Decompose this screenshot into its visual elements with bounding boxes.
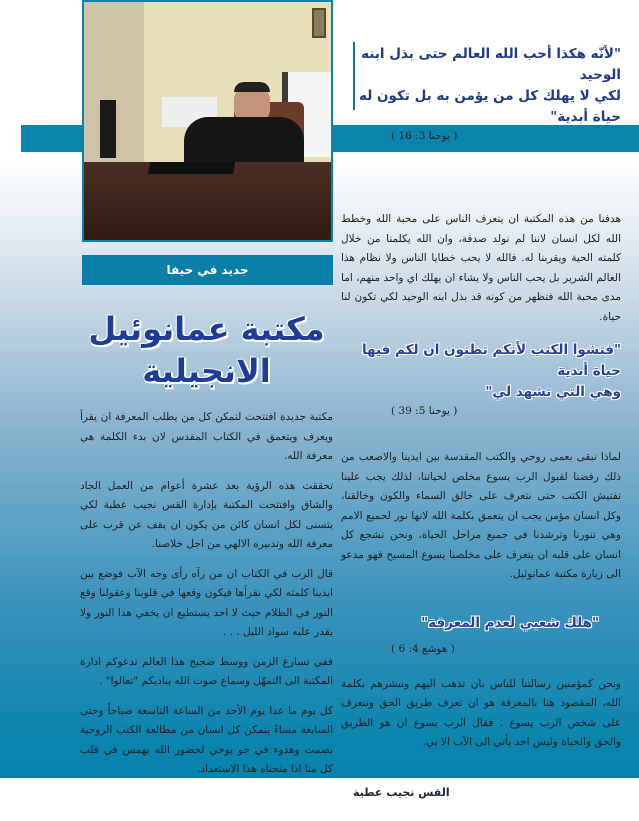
quote-reference: ( هوشع 4: 6 ) bbox=[391, 642, 455, 655]
title-line: مكتبة عمانوئيل bbox=[88, 310, 325, 348]
keyboard bbox=[148, 162, 235, 174]
quote-john-3-16 bbox=[341, 44, 621, 128]
quote-line: وهي التي تشهد لي" bbox=[485, 384, 621, 400]
decorative-band-left bbox=[21, 125, 91, 152]
quote-john-5-39 bbox=[341, 340, 621, 403]
wall-frame bbox=[312, 8, 326, 38]
paragraph-knowledge: ونحن كمؤمنين رسالتنا للناس بان تذهب اليهم ونبشرهم بكلمة الله، المقصود هنا بالمعرفة هو ان تعرف طريق الحق ونتعرف على شخص الرب يسوع . فقال الرب يسوع ان هو الطريق والحق والحياة وليس احد يأتي الى الآب الا بي. bbox=[341, 677, 621, 748]
quote-line: "فتشوا الكتب لأنكم تظنون ان لكم فيها حياة أبدية bbox=[361, 342, 621, 379]
quote-reference: ( يوحنا 3: 16 ) bbox=[391, 130, 458, 142]
desk bbox=[84, 162, 333, 242]
quote-line: "لأنّه هكذا أحب الله العالم حتى بذل ابنه الوحيد bbox=[361, 46, 621, 83]
left-paragraph: ففي تسارع الزمن ووسط ضجيج هذا العالم تدعوكم ادارة المكتبة الى التمهّل وسماع صوت الله يناديكم "تعالوا" . bbox=[80, 655, 333, 687]
photo-priest-at-desk bbox=[82, 0, 333, 242]
quote-reference: ( يوحنا 5: 39 ) bbox=[391, 405, 458, 417]
right-column bbox=[341, 44, 621, 821]
left-paragraph: قال الرب في الكتاب ان من رآه رأى وجه الآب فوضع بين ايدينا كلمته لكي نقرأها فيكون وقعها في قلوبنا وعقولنا وقع النور في الظلام حيث لا احد يستطيع ان يخفي هذا النور ولا يقدر عليه سواد الليل . . . bbox=[80, 567, 333, 638]
section-label: جديد في حيفا bbox=[82, 255, 333, 285]
quote-line: لكي لا يهلك كل من يؤمن به بل تكون له حياة أبدية" bbox=[359, 88, 621, 125]
left-paragraph: كل يوم ما عدا يوم الأحد من الساعة التاسعة صباحاً وحتى السابعة مساءً يتمكن كل انسان من مطالعة الكتب الروحية بصمت وهدوء في جو يوحي لحضور الله يهمس في قلب كل منا اذا منحناه هذا الاستعداد. bbox=[80, 704, 333, 775]
author-signature: القس نجيب عطية bbox=[353, 785, 450, 799]
monitor bbox=[100, 100, 116, 158]
title-line: الانجيلية bbox=[142, 352, 271, 390]
person-hair bbox=[234, 82, 270, 92]
paragraph-search-scriptures: لماذا نبقى بعمى روحي والكتب المقدسة بين ايدينا والاصعب من ذلك رفضنا لقبول الرب يسوع مخلص لحياتنا، لذلك يجب علينا تفتيش الكتب حتى نتعرف على خالق السماء والكون وخالقنا، وكل انسان مؤمن يجب ان يتعمق بكلمة الله لانها نور لجميع الامم وهي تنورنا وترشدنا في جميع مراحل الحياة، ونحن نشجع كل انسان على قلبه ان يتعرف على مخلصنا يسوع المسيح فهو مدعو الى زيارة مكتبة عمانوئيل. bbox=[341, 451, 621, 580]
left-paragraph: تحققت هذه الرؤية بعد عشرة أعوام من العمل الجاد والشاق وافتتحت المكتبة بإدارة القس نجيب عطية لكي يتسنى لكل انسان كائن من يكون ان يقف عن قرب على معرفة الله وتدبيره الالهي من اجل خلاصنا. bbox=[80, 479, 333, 550]
left-paragraph: مكتبة جديدة افتتحت لتمكن كل من يطلب المعرفة ان يقرأ ويعرف ويتعمق في الكتاب المقدس لان بدء الكلمة هي معرفة الله. bbox=[80, 411, 333, 462]
article-title bbox=[80, 308, 333, 392]
left-paragraphs bbox=[80, 408, 333, 780]
paragraph-purpose: هدفنا من هذه المكتبة ان يتعرف الناس على محبة الله وخطط الله لكل انسان لاننا لم نولد صدفة، وان الله يكلمنا من خلال كلمته الحية ويقربنا له. فالله لا يحب خطايا الناس ولا نظام هذا العالم الشرير بل يحب الناس ولا يشاء ان يهلك اي واحد منهم، اما مدى محبة الله فتظهر من كونه قد بذل ابنه الوحيد لكي تكون لنا حياة. bbox=[341, 213, 621, 323]
left-column bbox=[80, 255, 333, 800]
quote-hosea-4-6: "هلك شعبي لعدم المعرفة" bbox=[421, 614, 599, 631]
